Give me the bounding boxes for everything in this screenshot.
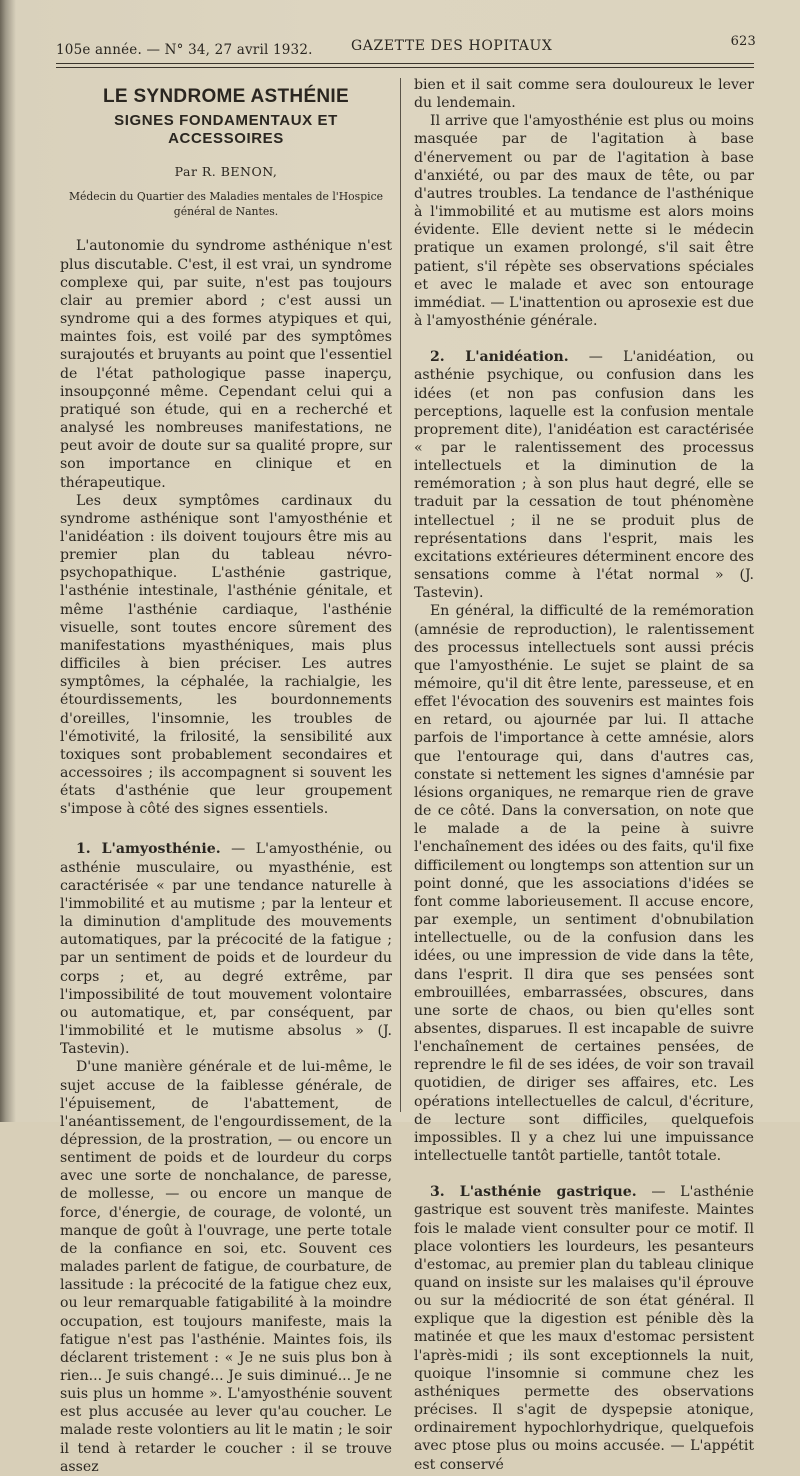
section-text: — L'amyosthénie, ou asthénie musculaire, ou myasthénie, est caractérisée « par une tendance naturelle à l'immobilité et au mutisme ; par la lenteur et la diminution d'amplitude des mouvements automatiques, par la précocité de la fatigue ; par un sentiment de poids et de lourdeur du corps ; et, au degré extrême, par l'impossibilité de tout mouvement volontaire ou automatique, et, par conséquent, par l'immobilité et le mutisme absolus » (J. Tastevin). bbox=[60, 841, 392, 1058]
section-paragraph bbox=[414, 348, 754, 602]
issue-line: 105e année. — N° 34, 27 avril 1932. bbox=[56, 42, 313, 58]
section-heading: 2. L'anidéation. bbox=[430, 349, 569, 366]
section-text: — L'anidéation, ou asthénie psychique, ou confusion dans les idées (et non pas confusion dans les perceptions, laquelle est la confusion mentale proprement dite), l'anidéation est caractérisée « par le ralentissement des processus intellectuels et la diminution de la remémoration ; à son plus haut degré, elle se traduit par la cessation de tout phénomène intellectuel ; il ne se produit plus de représentations dans l'esprit, mais les excitations extérieures déterminent encore des sensations comme à l'état normal » (J. Tastevin). bbox=[414, 349, 754, 602]
article-subtitle: SIGNES FONDAMENTAUX ET ACCESSOIRES bbox=[114, 112, 338, 148]
section-text: — L'asthénie gastrique est souvent très manifeste. Maintes fois le malade vient consulter pour ce motif. Il place volontiers les lourdeurs, les pesanteurs d'estomac, au premier plan du tableau clinique quand on insiste sur les malaises qu'il éprouve ou sur la médiocrité de son état général. Il explique que la digestion est pénible dès la matinée et que les maux d'estomac persistent l'après-midi ; ils sont exceptionnels la nuit, quoique l'insomnie si commune chez les asthéniques permette des observations précises. Il s'agit de dyspepsie atonique, ordinairement hypochlorhydrique, quelquefois avec ptose plus ou moins accusée. — L'appétit est conservé bbox=[414, 1184, 754, 1473]
right-column bbox=[414, 76, 754, 1474]
section-heading: 1. L'amyosthénie. bbox=[76, 841, 221, 858]
author-name: Par R. BENON, bbox=[174, 164, 278, 180]
spacer bbox=[60, 818, 392, 840]
paragraph: D'une manière générale et de lui-même, le sujet accuse de la faiblesse générale, de l'épuisement, de l'abattement, de l'anéantissement, de l'engourdissement, de la dépression, de la prostration, — ou encore un sentiment de poids et de lourdeur du corps avec une sorte de nonchalance, de paresse, de mollesse, — ou encore un manque de force, d'énergie, de courage, de volonté, un manque de goût à l'ouvrage, une perte totale de la confiance en soi, etc. Souvent ces malades parlent de fatigue, de courbature, de lassitude : la précocité de la fatigue chez eux, ou leur remarquable fatigabilité à la moindre occupation, est toujours manifeste, mais la fatigue n'est pas l'asthénie. Maintes fois, ils déclarent tristement : « Je ne suis plus bon à rien... Je suis changé... Je suis diminué... Je ne suis plus un homme ». L'amyosthénie souvent est plus accusée au lever qu'au coucher. Le malade reste volontiers au lit le matin ; le soir il tend à retarder le coucher : il se trouve assez bbox=[60, 1059, 392, 1475]
header-rule-top bbox=[56, 63, 754, 64]
journal-name: GAZETTE DES HOPITAUX bbox=[351, 38, 553, 54]
section-paragraph bbox=[60, 840, 392, 1058]
byline bbox=[60, 164, 392, 219]
paragraph: En général, la difficulté de la remémoration (amnésie de reproduction), le ralentissement des processus intellectuels sont aussi précis que l'amyosthénie. Le sujet se plaint de sa mémoire, qu'il dit être lente, paresseuse, et en effet l'évocation des souvenirs est maintes fois en retard, ou ajournée par lui. Il attache parfois de l'importance à cette amnésie, alors que l'entourage qui, dans d'autres cas, constate si nettement les signes d'amnésie par lésions organiques, ne remarque rien de grave de ce côté. Dans la conversation, on note que le malade a de la peine à suivre l'enchaînement des idées ou des faits, qu'il fixe difficilement ou longtemps son attention sur un point donné, que les associations d'idées se font comme laborieusement. Il accuse encore, par exemple, un sentiment d'obnubilation intellectuelle, ou de la confusion dans les idées, ou une impression de vide dans la tête, dans l'esprit. Il dira que ses pensées sont embrouillées, embarrassées, obscures, dans une sorte de chaos, ou bien qu'elles sont absentes, disparues. Il est incapable de suivre l'enchaînement de certaines pensées, de reprendre le fil de ses idées, de voir son travail quotidien, de diriger ses affaires, etc. Les opérations intellectuelles de calcul, d'écriture, de lecture sont difficiles, quelquefois impossibles. Il y a chez lui une impuissance intellectuelle tantôt partielle, tantôt totale. bbox=[414, 603, 754, 1165]
paragraph: Les deux symptômes cardinaux du syndrome asthénique sont l'amyosthénie et l'anidéation : ils doivent toujours être mis au premier plan du tableau névro-psychopathique. L'asthénie gastrique, l'asthénie intestinale, l'asthénie génitale, et même l'asthénie cardiaque, l'asthénie visuelle, sont toutes encore sûrement des manifestations myasthéniques, mais plus difficiles à bien préciser. Les autres symptômes, la céphalée, la rachialgie, les étourdissements, les bourdonnements d'oreilles, l'insomnie, les troubles de l'émotivité, la frilosité, la sensibilité aux toxiques sont probablement secondaires et accessoires ; ils accompagnent si souvent les états d'asthénie que leur groupement s'impose à côté des signes essentiels. bbox=[60, 492, 392, 818]
article-title: LE SYNDROME ASTHÉNIE bbox=[103, 86, 349, 107]
left-column bbox=[60, 80, 392, 1476]
section-paragraph bbox=[414, 1183, 754, 1474]
running-header bbox=[56, 34, 756, 60]
page-number: 623 bbox=[730, 34, 756, 49]
section-heading: 3. L'asthénie gastrique. bbox=[430, 1184, 637, 1201]
paragraph: Il arrive que l'amyosthénie est plus ou moins masquée par de l'agitation à base d'énervement ou par de l'agitation à base d'anxiété, ou par des maux de tête, ou par d'autres troubles. La tendance de l'asthénique à l'immobilité et au mutisme est alors moins évidente. Elle devient nette si le médecin pratique un examen prolongé, s'il sait être patient, s'il répète ses observations spéciales et avec le malade et avec son entourage immédiat. — L'inattention ou aprosexie est due à l'amyosthénie générale. bbox=[414, 113, 754, 330]
intro-paragraph: L'autonomie du syndrome asthénique n'est plus discutable. C'est, il est vrai, un syndrome complexe qui, par suite, n'est pas toujours clair au premier abord ; c'est aussi un syndrome qui a des formes atypiques et qui, maintes fois, est voilé par des symptômes surajoutés et bruyants au point que l'essentiel de l'état pathologique passe inaperçu, insoupçonné même. Cependant celui qui a pratiqué son étude, qui en a recherché et analysé les nombreuses manifestations, ne peut avoir de doute sur sa qualité propre, sur son importance en clinique et en thérapeutique. bbox=[60, 238, 392, 491]
author-affiliation: Médecin du Quartier des Maladies mentales de l'Hospice général de Nantes. bbox=[68, 190, 384, 219]
header-rule-bottom bbox=[56, 67, 754, 68]
spacer bbox=[414, 330, 754, 348]
spacer bbox=[414, 1165, 754, 1183]
column-divider bbox=[400, 78, 401, 1112]
spacer bbox=[60, 219, 392, 237]
continued-paragraph: bien et il sait comme sera douloureux le lever du lendemain. bbox=[414, 77, 754, 112]
